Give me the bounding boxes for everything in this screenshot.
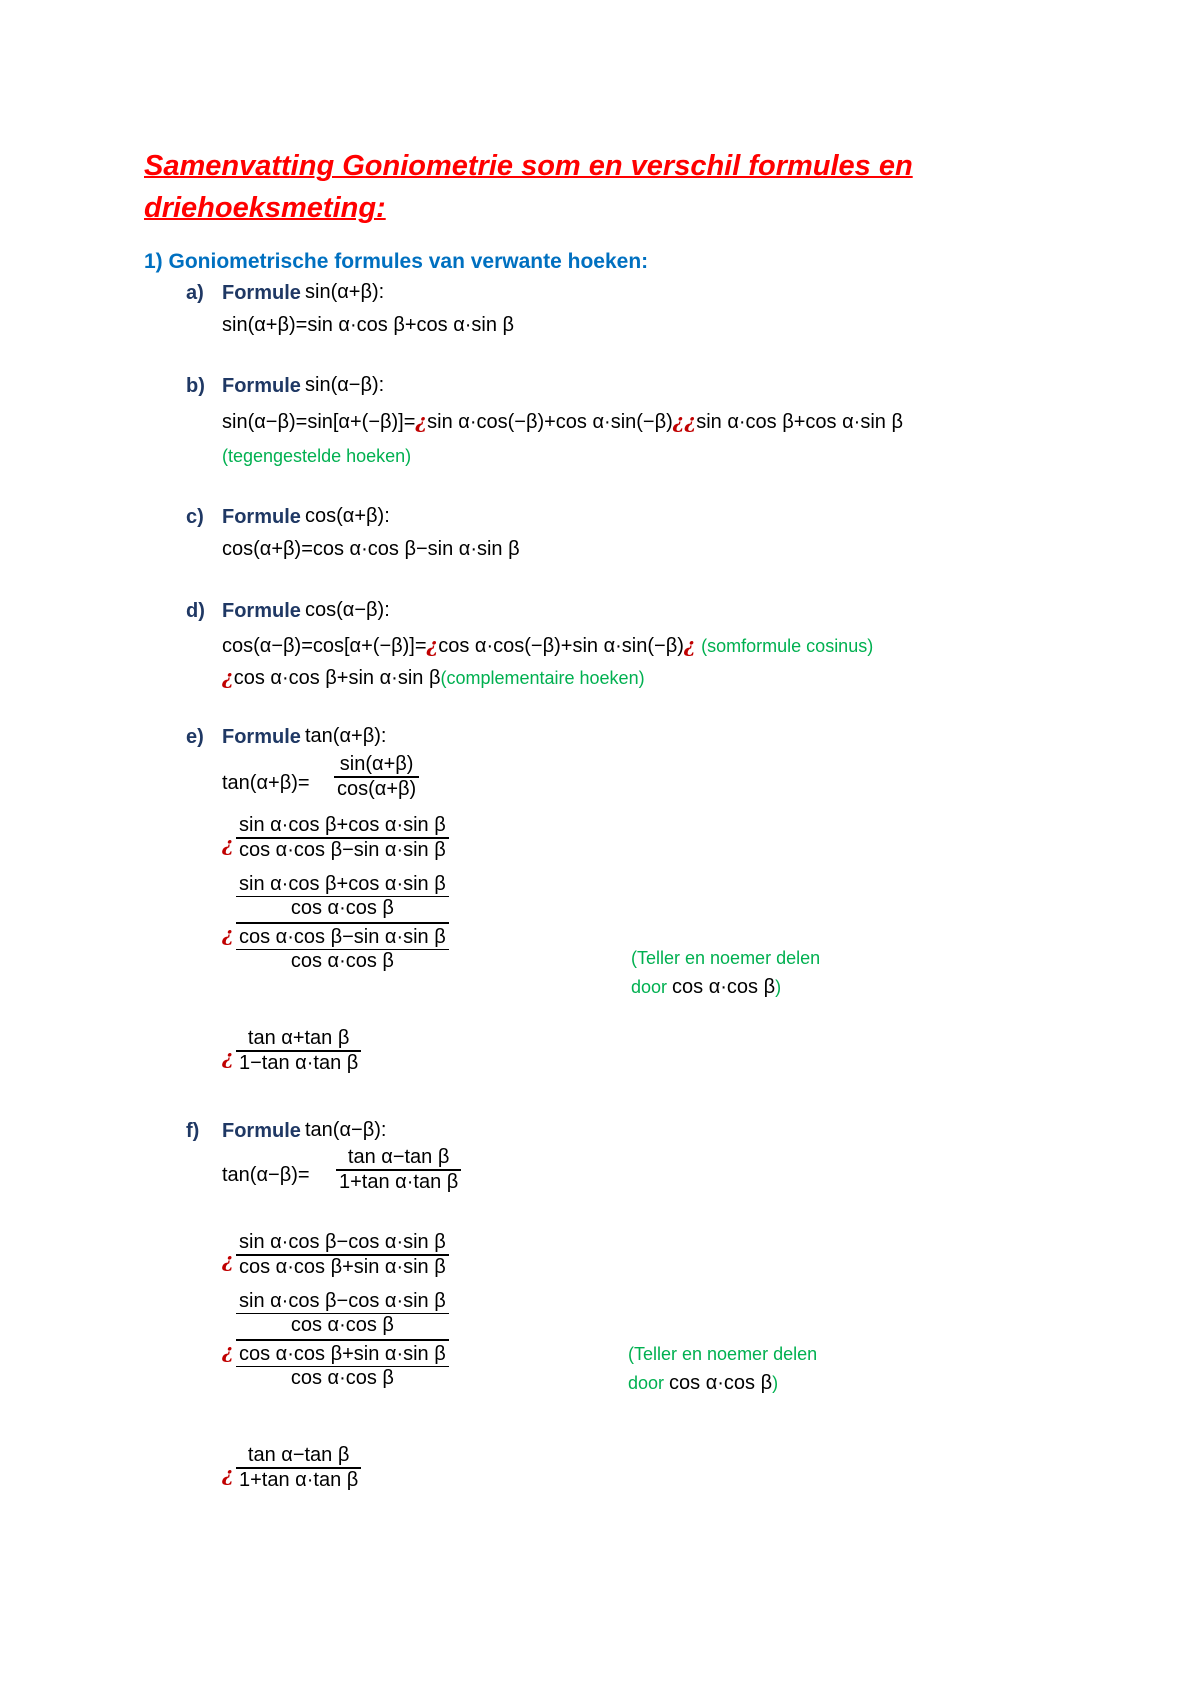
item-d-formula-2	[222, 665, 645, 690]
item-b-formula	[222, 409, 903, 434]
fraction-denominator: cos α·cos β	[290, 897, 394, 919]
item-f-label: Formule	[222, 1120, 301, 1142]
fraction-denominator: cos α·cos β	[290, 1367, 394, 1389]
fraction-inner-bottom	[236, 926, 449, 973]
item-b-note: (tegengestelde hoeken)	[222, 446, 412, 466]
item-e-note-line-1: (Teller en noemer delen	[631, 948, 821, 968]
item-f-note-line-1: (Teller en noemer delen	[628, 1344, 818, 1364]
fraction-denominator: cos(α+β)	[337, 778, 417, 800]
item-d-head: cos(α−β):	[305, 599, 390, 621]
red-question-mark: ¿	[222, 1045, 234, 1069]
red-question-mark: ¿	[222, 832, 234, 856]
item-e-fraction-2	[236, 814, 449, 862]
fraction-numerator: cos α·cos β+sin α·sin β	[239, 1343, 446, 1365]
item-f-fraction-2	[236, 1231, 449, 1279]
item-e-note-math: cos α·cos β	[672, 976, 776, 998]
item-f-fraction-4	[236, 1444, 361, 1492]
item-a-letter: a)	[186, 282, 204, 304]
fraction-inner-bottom	[236, 1343, 449, 1390]
fraction-denominator: 1+tan α·tan β	[239, 1469, 359, 1491]
section-heading: 1) Goniometrische formules van verwante hoeken:	[144, 250, 649, 273]
item-d-formula-1	[222, 633, 873, 658]
item-f-lhs: tan(α−β)=	[222, 1164, 310, 1186]
fraction-denominator: cos α·cos β	[290, 1314, 394, 1336]
red-question-mark: ¿	[222, 665, 234, 689]
red-question-mark: ¿	[426, 633, 439, 657]
item-c-formula: cos(α+β)=cos α·cos β−sin α·sin β	[222, 538, 520, 560]
item-f-note-text: door	[628, 1373, 670, 1393]
item-f-note-end: )	[772, 1373, 779, 1393]
item-a-formula: sin(α+β)=sin α·cos β+cos α·sin β	[222, 314, 515, 336]
red-question-mark: ¿¿	[672, 409, 697, 433]
fraction-denominator: 1−tan α·tan β	[239, 1052, 359, 1074]
red-question-mark: ¿	[222, 1462, 234, 1486]
item-b-formula-mid: sin α·cos(−β)+cos α·sin(−β)	[427, 411, 673, 433]
item-e-note-end: )	[775, 977, 782, 997]
item-c-label: Formule	[222, 506, 301, 528]
item-e-lhs: tan(α+β)=	[222, 772, 310, 794]
fraction-denominator: 1+tan α·tan β	[339, 1171, 459, 1193]
item-d-note-2: (complementaire hoeken)	[440, 668, 645, 688]
red-question-mark: ¿	[222, 1339, 234, 1363]
fraction-denominator: cos α·cos β−sin α·sin β	[239, 839, 446, 861]
item-e-note-text: door	[631, 977, 673, 997]
item-e-fraction-1	[334, 753, 419, 801]
page-title-line-1: Samenvatting Goniometrie som en verschil formules en	[144, 150, 913, 182]
item-f-note-line-2	[628, 1372, 778, 1395]
item-e-letter: e)	[186, 726, 204, 748]
fraction-main-bar	[236, 922, 449, 924]
item-b-formula-end: sin α·cos β+cos α·sin β	[696, 411, 903, 433]
item-c-head: cos(α+β):	[305, 505, 390, 527]
item-d-note-1: (somformule cosinus)	[701, 636, 874, 656]
item-f-letter: f)	[186, 1120, 200, 1142]
item-b-label: Formule	[222, 375, 301, 397]
item-e-note-line-2	[631, 976, 781, 999]
red-question-mark: ¿	[415, 409, 428, 433]
item-f-fraction-3	[236, 1290, 449, 1390]
item-d-label: Formule	[222, 600, 301, 622]
item-d-formula-2-text: cos α·cos β+sin α·sin β	[233, 667, 441, 689]
fraction-numerator: sin α·cos β+cos α·sin β	[239, 814, 446, 836]
page-title-line-2: driehoeksmeting:	[144, 192, 386, 224]
item-b-head: sin(α−β):	[305, 374, 385, 396]
item-c-letter: c)	[186, 506, 204, 528]
item-d-formula-start: cos(α−β)=cos[α+(−β)]=	[222, 635, 427, 657]
fraction-inner-top	[236, 1290, 449, 1337]
item-d-formula-mid: cos α·cos(−β)+sin α·sin(−β)	[438, 635, 684, 657]
item-b-letter: b)	[186, 375, 205, 397]
item-f-fraction-1	[336, 1146, 461, 1194]
item-e-head: tan(α+β):	[305, 725, 387, 747]
fraction-numerator: tan α−tan β	[247, 1444, 350, 1466]
item-d-letter: d)	[186, 600, 205, 622]
item-b-formula-start: sin(α−β)=sin[α+(−β)]=	[222, 411, 416, 433]
fraction-numerator: sin(α+β)	[339, 753, 414, 775]
fraction-inner-top	[236, 873, 449, 920]
red-question-mark: ¿	[222, 1248, 234, 1272]
item-a-label: Formule	[222, 282, 301, 304]
red-question-mark: ¿	[222, 922, 234, 946]
item-f-note-math: cos α·cos β	[669, 1372, 773, 1394]
fraction-numerator: sin α·cos β+cos α·sin β	[239, 873, 446, 895]
item-e-fraction-4	[236, 1027, 361, 1075]
fraction-numerator: tan α−tan β	[347, 1146, 450, 1168]
item-a-head: sin(α+β):	[305, 281, 385, 303]
item-f-head: tan(α−β):	[305, 1119, 387, 1141]
item-e-label: Formule	[222, 726, 301, 748]
fraction-numerator: sin α·cos β−cos α·sin β	[239, 1231, 446, 1253]
item-e-fraction-3	[236, 873, 449, 973]
fraction-numerator: sin α·cos β−cos α·sin β	[239, 1290, 446, 1312]
red-question-mark: ¿	[683, 633, 696, 657]
fraction-denominator: cos α·cos β+sin α·sin β	[239, 1256, 446, 1278]
fraction-denominator: cos α·cos β	[290, 950, 394, 972]
fraction-numerator: cos α·cos β−sin α·sin β	[239, 926, 446, 948]
fraction-numerator: tan α+tan β	[247, 1027, 350, 1049]
fraction-main-bar	[236, 1339, 449, 1341]
